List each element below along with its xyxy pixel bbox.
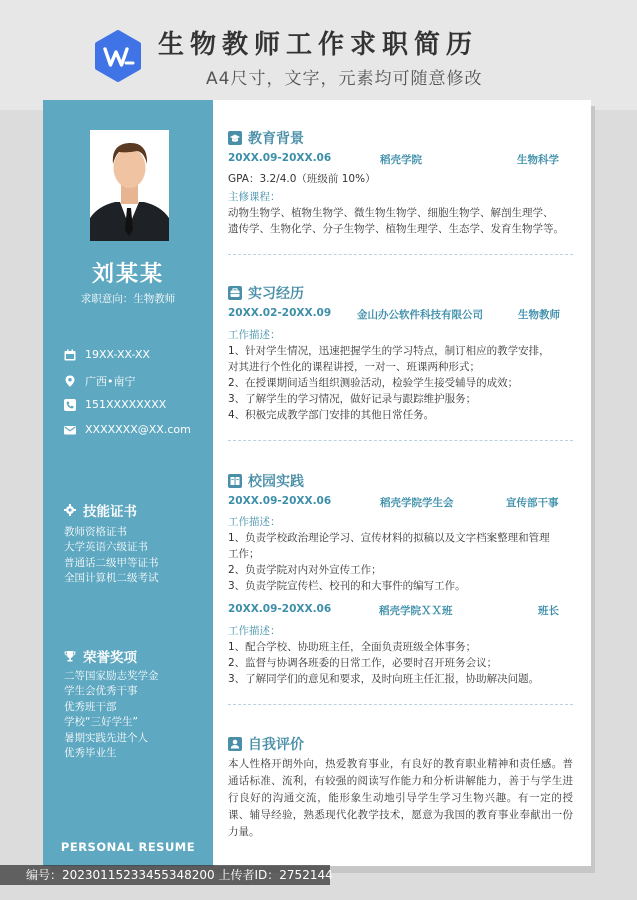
honors-list [64,669,159,761]
self-eval-text: 本人性格开朗外向，热爱教育事业，有良好的教育职业精神和责任感。普通话标准、流利，有较强的阅读写作能力和分析讲解能力，善于与学生进行良好的沟通交流，能形象生动地引导学生学习生物兴趣。有一定的授课、辅导经验，熟悉现代化教学技术，愿意为我国的教育事业奉献出一份力量。 [228,758,573,838]
courses-line-2: 遗传学、生物化学、分子生物学、植物生理学、生态学、发育生物学等。 [228,223,564,235]
campus-desc-label-1: 工作描述： [228,516,281,528]
candidate-name: 刘某某 [91,262,164,287]
courses-line-1: 动物生物学、植物生物学、微生物生物学、细胞生物学、解剖生理学、 [228,207,554,219]
honors-title: 荣誉奖项 [83,650,137,666]
campus-role-1: 宣传部干事 [506,497,559,509]
w-hexagon-logo-icon [92,30,144,82]
campus-desc-label-2: 工作描述： [228,625,281,637]
skills-list [64,525,159,587]
skills-heading [64,500,137,520]
calendar-icon [64,349,76,361]
internship-heading [228,283,304,303]
internship-company: 金山办公软件科技有限公司 [357,309,483,321]
book-icon [228,474,242,488]
section-divider [228,440,573,441]
location-text: 广西•南宁 [85,375,136,388]
personal-resume-label: PERSONAL RESUME [60,840,196,854]
list-item: 优秀毕业生 [64,747,117,760]
contact-email [64,423,191,436]
page-subtitle: A4尺寸，文字，元素均可随意修改 [206,69,483,89]
campus-1-line-2: 工作； [228,548,260,560]
graduation-cap-icon [228,131,242,145]
education-title: 教育背景 [248,131,304,147]
phone-text: 151XXXXXXXX [85,398,167,411]
internship-line-5: 4、积极完成教学部门安排的其他日常任务。 [228,409,435,421]
internship-desc-label: 工作描述： [228,329,281,341]
mail-icon [64,424,76,436]
campus-period-1: 20XX.09-20XX.06 [228,495,332,507]
list-item: 学生会优秀干事 [64,685,138,698]
honors-heading [64,646,137,666]
list-item: 暑期实践先进个人 [64,731,148,744]
internship-line-3: 2、在授课期间适当组织测验活动，检验学生接受辅导的成效； [228,377,519,389]
internship-line-1: 1、针对学生情况，迅速把握学生的学习特点，制订相应的教学安排， [228,345,550,357]
campus-org-1: 稻壳学院学生会 [380,497,454,509]
email-text: XXXXXXX@XX.com [85,423,191,436]
person-icon [228,737,242,751]
briefcase-icon [228,286,242,300]
list-item: 优秀班干部 [64,700,117,713]
campus-1-line-3: 2、负责学院对内对外宣传工作； [228,564,382,576]
courses-label: 主修课程： [228,191,281,203]
trophy-icon [64,650,76,662]
internship-line-2: 对其进行个性化的课程讲授，一对一、班课两种形式； [228,361,480,373]
campus-org-2: 稻壳学院ＸＸ班 [379,605,453,617]
location-pin-icon [64,375,76,387]
internship-title: 实习经历 [248,286,304,302]
birthdate-text: 19XX-XX-XX [85,348,150,361]
gear-icon [64,504,76,516]
campus-role-2: 班长 [538,605,559,617]
education-school: 稻壳学院 [380,154,422,166]
list-item: 学校“三好学生” [64,716,138,729]
internship-line-4: 3、了解学生的学习情况，做好记录与跟踪维护服务； [228,393,477,405]
section-divider [228,704,573,705]
campus-heading [228,471,304,491]
list-item: 二等国家励志奖学金 [64,670,159,682]
resume-page [43,100,591,866]
watermark-info-bar: 编号：20230115233455348200 上传者ID：2752144 [0,865,330,885]
page-title: 生物教师工作求职简历 [158,30,479,60]
section-divider [228,254,573,255]
avatar [90,130,169,241]
education-gpa: GPA：3.2/4.0（班级前 10%） [228,173,376,185]
list-item: 普通话二级甲等证书 [64,556,159,569]
campus-1-line-1: 1、负责学校政治理论学习、宣传材料的拟稿以及文字档案整理和管理 [228,532,550,544]
campus-title: 校园实践 [248,474,304,490]
contact-location [64,373,136,389]
campus-2-line-3: 3、了解同学们的意见和要求，及时向班主任汇报，协助解决问题。 [228,673,540,685]
campus-1-line-4: 3、负责学院宣传栏、校刊的和大事件的编写工作。 [228,580,466,592]
campus-period-2: 20XX.09-20XX.06 [228,603,332,615]
education-major: 生物科学 [517,154,559,166]
self-eval-heading [228,734,304,754]
job-intent: 求职意向：生物教师 [80,293,176,305]
sidebar [43,100,213,866]
internship-period: 20XX.02-20XX.09 [228,307,332,319]
list-item: 大学英语六级证书 [64,541,148,554]
list-item: 教师资格证书 [64,526,127,538]
campus-2-line-1: 1、配合学校、协助班主任，全面负责班级全体事务； [228,641,477,653]
phone-icon [64,399,76,411]
list-item: 全国计算机二级考试 [64,572,159,585]
campus-2-line-2: 2、监督与协调各班委的日常工作，必要时召开班务会议； [228,657,498,669]
skills-title: 技能证书 [83,504,137,520]
self-eval-title: 自我评价 [248,737,304,753]
contact-birthdate [64,348,150,361]
contact-phone [64,398,166,411]
education-heading [228,128,304,148]
education-period: 20XX.09-20XX.06 [228,152,332,164]
internship-role: 生物教师 [518,309,560,321]
